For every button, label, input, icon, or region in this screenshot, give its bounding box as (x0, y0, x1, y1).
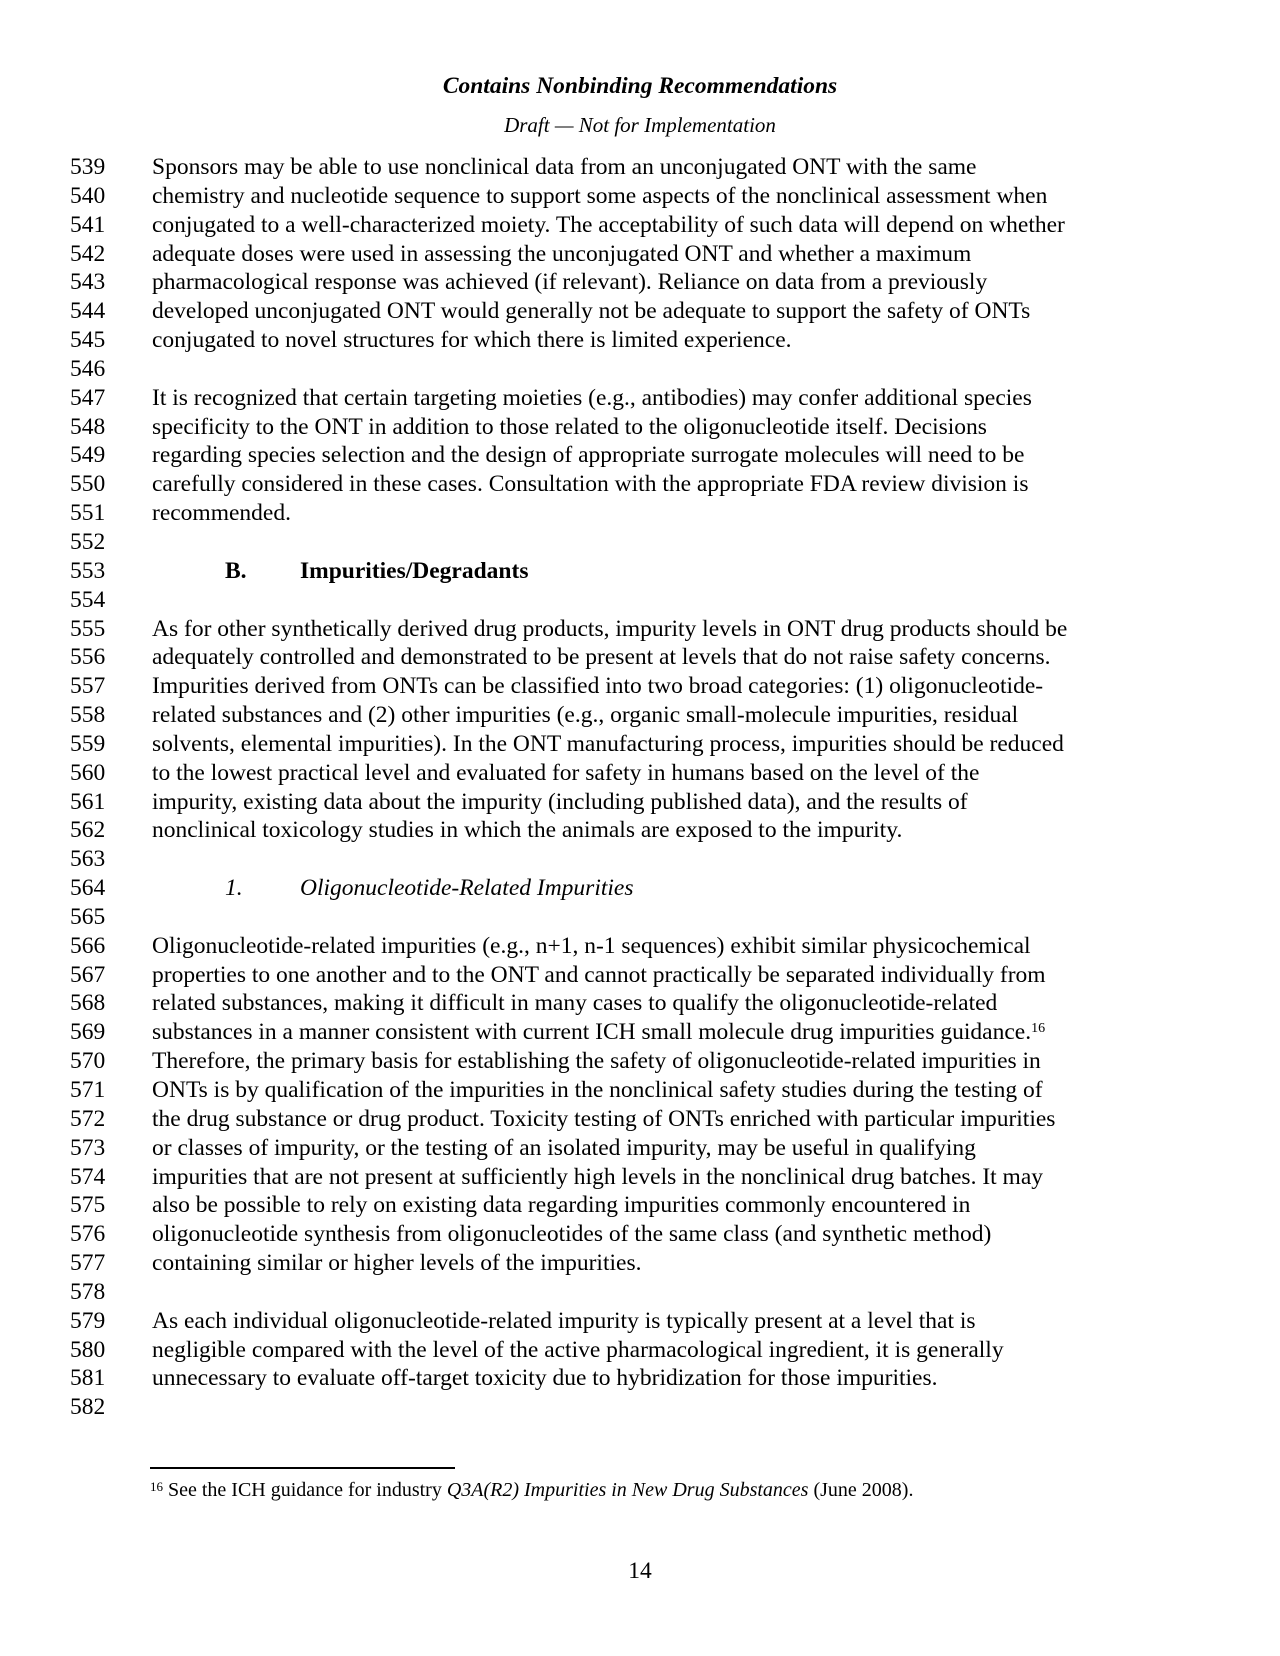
document-line (0, 1163, 1280, 1192)
document-line (0, 355, 1280, 384)
line-number: 561 (70, 788, 106, 815)
document-line (0, 1105, 1280, 1134)
line-number: 575 (70, 1192, 106, 1219)
line-number: 552 (70, 528, 106, 555)
document-line (0, 470, 1280, 499)
line-number: 564 (70, 875, 106, 902)
line-text: related substances and (2) other impurities (e.g., organic small-molecule impurities, residual (152, 702, 1019, 729)
line-text (152, 874, 634, 903)
line-number: 553 (70, 557, 106, 584)
document-line (0, 615, 1280, 644)
line-text: or classes of impurity, or the testing of an isolated impurity, may be useful in qualifying (152, 1134, 976, 1161)
line-text: solvents, elemental impurities). In the ONT manufacturing process, impurities should be reduced (152, 730, 1064, 757)
document-line (0, 297, 1280, 326)
document-line (0, 182, 1280, 211)
document-line (0, 874, 1280, 903)
line-text: specificity to the ONT in addition to those related to the oligonucleotide itself. Decisions (152, 413, 987, 440)
line-text: Therefore, the primary basis for establishing the safety of oligonucleotide-related impurities in (152, 1048, 1041, 1075)
line-number: 560 (70, 759, 106, 786)
document-line (0, 672, 1280, 701)
footnote-marker: 16 (150, 1479, 163, 1494)
line-number: 571 (70, 1077, 106, 1103)
line-number: 558 (70, 702, 106, 729)
line-number: 546 (70, 355, 106, 382)
line-text: ONTs is by qualification of the impurities in the nonclinical safety studies during the testing of (152, 1077, 1043, 1103)
line-number: 545 (70, 327, 106, 354)
line-text: properties to one another and to the ONT and cannot practically be separated individually from (152, 961, 1046, 988)
line-number: 554 (70, 586, 106, 613)
line-text: Oligonucleotide-related impurities (e.g., n+1, n-1 sequences) exhibit similar physicochemical (152, 932, 1031, 959)
document-line (0, 268, 1280, 297)
line-text: nonclinical toxicology studies in which the animals are exposed to the impurity. (152, 817, 903, 844)
line-number: 572 (70, 1105, 106, 1132)
line-number: 548 (70, 413, 106, 440)
line-text: to the lowest practical level and evaluated for safety in humans based on the level of the (152, 759, 980, 786)
document-line (0, 1278, 1280, 1307)
document-line (0, 730, 1280, 759)
line-number: 543 (70, 269, 106, 296)
line-text: containing similar or higher levels of the impurities. (152, 1250, 642, 1277)
document-line (0, 1249, 1280, 1278)
line-number: 540 (70, 182, 106, 209)
document-line (0, 413, 1280, 442)
footnote-reference: 16 (1031, 1021, 1046, 1037)
line-text: negligible compared with the level of the active pharmacological ingredient, it is generally (152, 1336, 1004, 1363)
line-number: 578 (70, 1278, 106, 1305)
line-text: the drug substance or drug product. Toxicity testing of ONTs enriched with particular impurities (152, 1105, 1056, 1132)
line-text: As for other synthetically derived drug products, impurity levels in ONT drug products should be (152, 615, 1068, 642)
document-line (0, 903, 1280, 932)
document-line (0, 153, 1280, 182)
line-number: 568 (70, 990, 106, 1017)
line-text: oligonucleotide synthesis from oligonucleotides of the same class (and synthetic method) (152, 1221, 992, 1248)
line-number: 551 (70, 500, 106, 527)
heading-label: 1. (225, 875, 243, 902)
line-number: 565 (70, 903, 106, 930)
document-line (0, 989, 1280, 1018)
line-text (152, 557, 528, 586)
line-number: 582 (70, 1394, 106, 1421)
line-number: 576 (70, 1221, 106, 1248)
document-line (0, 701, 1280, 730)
line-text: As each individual oligonucleotide-related impurity is typically present at a level that is (152, 1307, 976, 1334)
footnote-separator (150, 1467, 455, 1469)
line-number: 547 (70, 384, 106, 411)
document-line (0, 586, 1280, 615)
line-text: impurities that are not present at sufficiently high levels in the nonclinical drug batches. It may (152, 1163, 1044, 1190)
line-number: 567 (70, 961, 106, 988)
line-number: 544 (70, 298, 106, 325)
line-number: 573 (70, 1134, 106, 1161)
document-line (0, 1191, 1280, 1220)
line-text: adequately controlled and demonstrated to be present at levels that do not raise safety concerns. (152, 644, 1051, 671)
document-line (0, 441, 1280, 470)
heading-label: B. (225, 557, 247, 584)
document-line (0, 1393, 1280, 1422)
line-text: also be possible to rely on existing data regarding impurities commonly encountered in (152, 1192, 971, 1219)
document-line (0, 211, 1280, 240)
line-text: chemistry and nucleotide sequence to support some aspects of the nonclinical assessment when (152, 182, 1048, 209)
line-text: unnecessary to evaluate off-target toxicity due to hybridization for those impurities. (152, 1365, 938, 1392)
header-title: Contains Nonbinding Recommendations (442, 73, 838, 99)
document-line (0, 326, 1280, 355)
heading-text: Impurities/Degradants (300, 557, 529, 584)
line-text: impurity, existing data about the impurity (including published data), and the results of (152, 788, 968, 815)
document-line (0, 961, 1280, 990)
document-line (0, 1018, 1280, 1047)
document-line (0, 240, 1280, 269)
line-number: 566 (70, 932, 106, 959)
document-line (0, 1076, 1280, 1105)
document-line (0, 1220, 1280, 1249)
line-number: 555 (70, 615, 106, 642)
line-number: 542 (70, 240, 106, 267)
line-text: Impurities derived from ONTs can be classified into two broad categories: (1) oligonucleotide- (152, 673, 1044, 700)
line-number: 557 (70, 673, 106, 700)
line-text: substances in a manner consistent with current ICH small molecule drug impurities guidance.$^{16}$ (152, 1019, 1046, 1046)
line-number: 549 (70, 442, 106, 469)
line-number: 579 (70, 1307, 106, 1334)
header-subtitle: Draft — Not for Implementation (504, 113, 776, 137)
line-number: 581 (70, 1365, 106, 1392)
line-number: 556 (70, 644, 106, 671)
line-number: 570 (70, 1048, 106, 1075)
line-number: 562 (70, 817, 106, 844)
line-number: 539 (70, 154, 106, 180)
line-number: 574 (70, 1163, 106, 1190)
footnote-citation-title: Q3A(R2) Impurities in New Drug Substances (446, 1479, 809, 1501)
line-text: related substances, making it difficult in many cases to qualify the oligonucleotide-related (152, 990, 998, 1017)
footnote-text-before: See the ICH guidance for industry (168, 1479, 447, 1501)
line-text: carefully considered in these cases. Consultation with the appropriate FDA review division is (152, 471, 1029, 498)
line-number: 541 (70, 211, 106, 238)
document-line (0, 845, 1280, 874)
heading-text: Oligonucleotide-Related Impurities (300, 875, 634, 902)
document-body (0, 153, 1280, 1422)
line-text: developed unconjugated ONT would generally not be adequate to support the safety of ONTs (152, 298, 1031, 325)
line-number: 563 (70, 846, 106, 873)
line-text: Sponsors may be able to use nonclinical data from an unconjugated ONT with the same (152, 154, 977, 180)
line-number: 577 (70, 1250, 106, 1277)
line-text: regarding species selection and the design of appropriate surrogate molecules will need to be (152, 442, 1025, 469)
line-text: conjugated to a well-characterized moiety. The acceptability of such data will depend on whether (152, 211, 1065, 238)
line-number: 580 (70, 1336, 106, 1363)
line-text: recommended. (152, 500, 291, 527)
document-line (0, 1047, 1280, 1076)
document-line (0, 1336, 1280, 1365)
line-text: adequate doses were used in assessing the unconjugated ONT and whether a maximum (152, 240, 972, 267)
document-line (0, 1364, 1280, 1393)
line-text: It is recognized that certain targeting moieties (e.g., antibodies) may confer additional species (152, 384, 1032, 411)
line-text: pharmacological response was achieved (if relevant). Reliance on data from a previously (152, 269, 988, 296)
footnote (150, 1478, 1150, 1503)
line-number: 550 (70, 471, 106, 498)
page-number: 14 (628, 1558, 652, 1584)
line-number: 559 (70, 730, 106, 757)
document-line (0, 499, 1280, 528)
document-line (0, 1307, 1280, 1336)
document-line (0, 384, 1280, 413)
line-number: 569 (70, 1019, 106, 1046)
footnote-text-after: (June 2008). (808, 1479, 914, 1501)
line-text: conjugated to novel structures for which there is limited experience. (152, 327, 792, 354)
document-line (0, 788, 1280, 817)
document-line (0, 643, 1280, 672)
document-line (0, 1134, 1280, 1163)
document-line (0, 816, 1280, 845)
document-line (0, 759, 1280, 788)
document-line (0, 528, 1280, 557)
document-line (0, 932, 1280, 961)
document-line (0, 557, 1280, 586)
